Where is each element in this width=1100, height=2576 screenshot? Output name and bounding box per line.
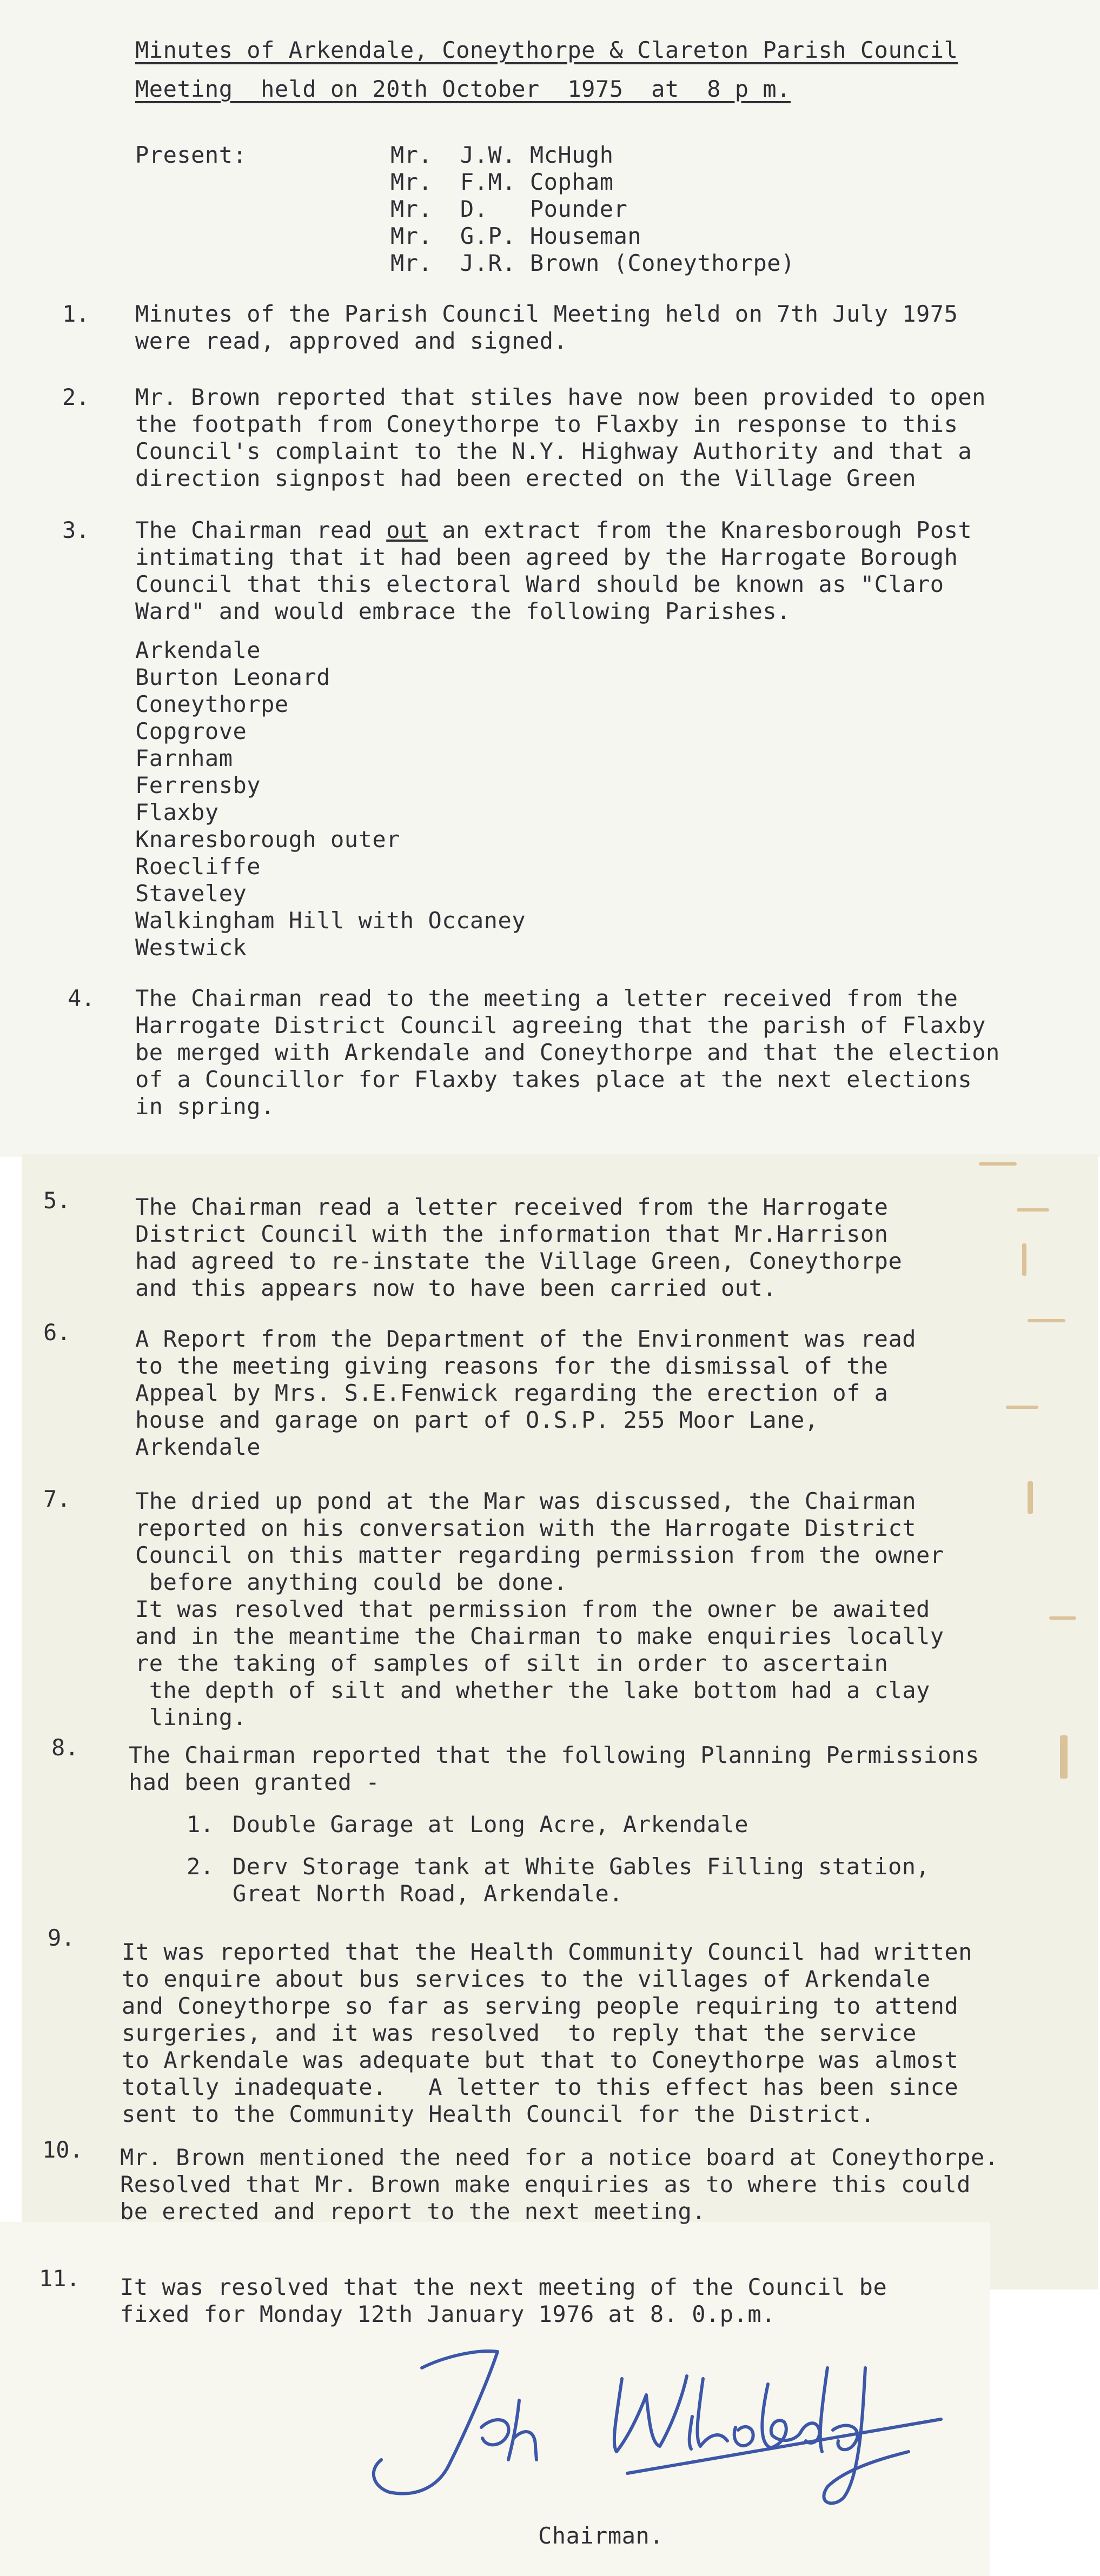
stain-mark [1028,1481,1033,1514]
present-member: Mr. D. Pounder [390,196,628,222]
parish-list-item: Farnham [135,745,233,771]
item-text-line: reported on his conversation with the Harrogate District [135,1515,917,1541]
item-text-line: the depth of silt and whether the lake bottom had a clay [135,1677,930,1703]
stain-mark [1017,1208,1049,1212]
item-number: 1. [62,301,90,327]
item-text-line: The dried up pond at the Mar was discussed, the Chairman [135,1488,917,1514]
item-text-line: It was reported that the Health Community Council had written [122,1939,972,1965]
item-text-line: had agreed to re-instate the Village Green, Coneythorpe [135,1248,903,1274]
parish-list-item: Roecliffe [135,853,261,880]
item-number: 5. [43,1187,71,1214]
item-text-line: direction signpost had been erected on the Village Green [135,465,917,491]
item-text-line: and this appears now to have been carried out. [135,1275,777,1301]
item-number: 10. [42,2136,83,2163]
item-number: 8. [51,1734,79,1761]
item-text-line: fixed for Monday 12th January 1976 at 8. 0.p.m. [120,2301,776,2327]
permission-number: 1. [187,1811,214,1838]
parish-list-item: Copgrove [135,718,247,744]
item-text-line: A Report from the Department of the Environment was read [135,1326,917,1352]
item-text-line: Ward" and would embrace the following Parishes. [135,598,791,624]
stain-mark [1022,1243,1026,1276]
permission-text-line: Derv Storage tank at White Gables Filling station, [233,1853,930,1880]
item-text-line: and Coneythorpe so far as serving people requiring to attend [122,1993,959,2019]
item-text-line: Resolved that Mr. Brown make enquiries as to where this could [120,2171,971,2198]
item-text-line: Council that this electoral Ward should be known as "Claro [135,571,944,597]
item-text-line: surgeries, and it was resolved to reply that the service [122,2020,917,2046]
item-text-line: sent to the Community Health Council for the District. [122,2101,875,2127]
present-member: Mr. F.M. Copham [390,169,614,195]
item-text-line: The Chairman read a letter received from the Harrogate [135,1194,889,1220]
present-member: Mr. J.R. Brown (Coneythorpe) [390,250,795,276]
item-number: 6. [43,1319,71,1346]
minutes-title-line1: Minutes of Arkendale, Coneythorpe & Clareton Parish Council [135,37,958,63]
item-text-line: It was resolved that permission from the owner be awaited [135,1596,930,1622]
item-text-line: Council on this matter regarding permission from the owner [135,1542,944,1568]
item-text-line: Minutes of the Parish Council Meeting held on 7th July 1975 [135,301,958,327]
item-number: 3. [62,517,90,543]
present-member: Mr. G.P. Houseman [390,223,642,249]
permission-text-line: Double Garage at Long Acre, Arkendale [233,1811,749,1838]
parish-list-item: Arkendale [135,637,261,663]
permission-number: 2. [187,1853,214,1880]
item-text-line: totally inadequate. A letter to this effect has been since [122,2074,959,2100]
item-text-line: before anything could be done. [135,1569,568,1595]
stain-mark [1028,1319,1065,1322]
item-text-line: District Council with the information that Mr.Harrison [135,1221,889,1247]
stain-mark [1006,1406,1038,1409]
stain-mark [1049,1616,1076,1620]
parish-list-item: Flaxby [135,799,219,826]
item-text-line: in spring. [135,1093,275,1120]
item-text-line: Council's complaint to the N.Y. Highway Authority and that a [135,438,972,464]
parish-list-item: Staveley [135,880,247,907]
item-text-line: and in the meantime the Chairman to make enquiries locally [135,1623,944,1649]
item-text-line: were read, approved and signed. [135,328,568,354]
item-text-line: be merged with Arkendale and Coneythorpe and that the election [135,1039,1000,1066]
item-text-line: be erected and report to the next meeting. [120,2198,706,2225]
stain-mark [979,1162,1017,1166]
present-member: Mr. J.W. McHugh [390,142,614,168]
underlined-word: out [386,517,428,543]
item-text-line: had been granted - [129,1769,380,1795]
chairman-signature [357,2335,963,2514]
permission-text-line: Great North Road, Arkendale. [233,1880,624,1907]
parish-list-item: Walkingham Hill with Occaney [135,907,526,934]
item-text-line: Mr. Brown reported that stiles have now been provided to open [135,384,986,410]
minutes-title-line2: Meeting held on 20th October 1975 at 8 p m. [135,76,791,102]
item-number: 7. [43,1486,71,1512]
parish-list-item: Knaresborough outer [135,826,400,853]
item-text-line: house and garage on part of O.S.P. 255 Moor Lane, [135,1407,819,1433]
present-label: Present: [135,142,247,168]
item-number: 11. [39,2265,80,2292]
item-text-line: the footpath from Coneythorpe to Flaxby in response to this [135,411,958,437]
item-text-line: It was resolved that the next meeting of the Council be [120,2274,887,2300]
item-number: 2. [62,384,90,410]
item-text-line: Mr. Brown mentioned the need for a notice board at Coneythorpe. [120,2144,999,2171]
item-number: 9. [48,1925,75,1951]
item-text-line: Appeal by Mrs. S.E.Fenwick regarding the erection of a [135,1380,889,1406]
item-text-line: Harrogate District Council agreeing that the parish of Flaxby [135,1012,986,1039]
item-text-line: lining. [135,1704,247,1730]
parish-list-item: Burton Leonard [135,664,331,690]
parish-list-item: Westwick [135,934,247,961]
item-text-line: re the taking of samples of silt in order to ascertain [135,1650,889,1676]
item-number: 4. [68,985,95,1011]
item-text-line: The Chairman read to the meeting a letter received from the [135,985,958,1011]
item-text-line: of a Councillor for Flaxby takes place at the next elections [135,1066,972,1093]
parish-list-item: Coneythorpe [135,691,289,717]
signature-caption: Chairman. [538,2522,664,2549]
item-text-line: The Chairman read out an extract from the Knaresborough Post [135,517,972,543]
parish-list-item: Ferrensby [135,772,261,798]
stain-mark [1060,1735,1068,1779]
item-text-line: to the meeting giving reasons for the dismissal of the [135,1353,889,1379]
item-text-line: to Arkendale was adequate but that to Coneythorpe was almost [122,2047,959,2073]
item-text-line: The Chairman reported that the following Planning Permissions [129,1742,979,1768]
item-text-line: to enquire about bus services to the villages of Arkendale [122,1966,931,1992]
item-text-line: intimating that it had been agreed by the Harrogate Borough [135,544,958,570]
item-text-line: Arkendale [135,1434,261,1460]
